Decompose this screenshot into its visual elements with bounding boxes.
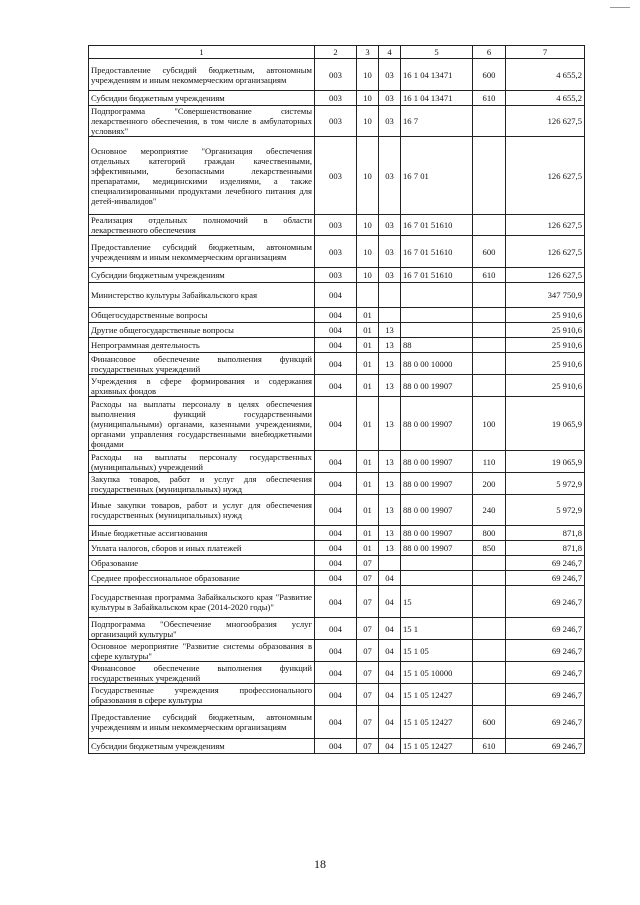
row-amount: 25 910,6	[506, 353, 585, 375]
row-admin-code: 004	[315, 353, 357, 375]
row-section: 01	[357, 308, 379, 323]
row-amount: 25 910,6	[506, 308, 585, 323]
row-amount: 4 655,2	[506, 91, 585, 106]
row-subsection: 04	[379, 662, 401, 684]
row-expense-type	[473, 662, 506, 684]
row-amount: 69 246,7	[506, 640, 585, 662]
row-target-article: 16 1 04 13471	[401, 59, 473, 91]
row-subsection: 13	[379, 541, 401, 556]
row-amount: 19 065,9	[506, 397, 585, 451]
header-col-5: 5	[401, 46, 473, 59]
row-expense-type	[473, 618, 506, 640]
row-subsection: 13	[379, 338, 401, 353]
row-admin-code: 004	[315, 495, 357, 526]
row-name: Уплата налогов, сборов и иных платежей	[89, 541, 315, 556]
row-section: 01	[357, 353, 379, 375]
row-subsection: 04	[379, 571, 401, 586]
row-subsection: 03	[379, 268, 401, 283]
row-expense-type	[473, 215, 506, 236]
row-admin-code: 004	[315, 586, 357, 618]
row-subsection	[379, 308, 401, 323]
row-target-article	[401, 556, 473, 571]
row-admin-code: 003	[315, 137, 357, 215]
table-row	[89, 640, 585, 662]
row-subsection: 03	[379, 59, 401, 91]
row-amount: 347 750,9	[506, 283, 585, 308]
row-name: Учреждения в сфере формирования и содержания архивных фондов	[89, 375, 315, 397]
row-subsection: 03	[379, 137, 401, 215]
row-admin-code: 004	[315, 662, 357, 684]
row-admin-code: 003	[315, 106, 357, 137]
row-target-article: 16 7 01 51610	[401, 236, 473, 268]
row-admin-code: 004	[315, 739, 357, 754]
row-admin-code: 004	[315, 618, 357, 640]
row-amount: 69 246,7	[506, 571, 585, 586]
row-subsection	[379, 556, 401, 571]
row-admin-code: 004	[315, 308, 357, 323]
table-row	[89, 684, 585, 706]
page-corner-line	[610, 7, 630, 8]
row-expense-type: 610	[473, 91, 506, 106]
row-expense-type: 100	[473, 397, 506, 451]
row-amount: 871,8	[506, 541, 585, 556]
row-amount: 126 627,5	[506, 268, 585, 283]
row-target-article: 88 0 00 19907	[401, 541, 473, 556]
table-row	[89, 556, 585, 571]
row-expense-type	[473, 308, 506, 323]
row-section: 10	[357, 106, 379, 137]
row-name: Субсидии бюджетным учреждениям	[89, 268, 315, 283]
row-target-article: 88 0 00 19907	[401, 473, 473, 495]
row-admin-code: 004	[315, 283, 357, 308]
row-section: 07	[357, 586, 379, 618]
row-name: Субсидии бюджетным учреждениям	[89, 739, 315, 754]
row-expense-type: 600	[473, 59, 506, 91]
row-amount: 69 246,7	[506, 684, 585, 706]
row-subsection: 13	[379, 495, 401, 526]
row-target-article: 16 7	[401, 106, 473, 137]
header-col-3: 3	[357, 46, 379, 59]
row-target-article: 16 1 04 13471	[401, 91, 473, 106]
row-section: 07	[357, 739, 379, 754]
row-amount: 25 910,6	[506, 323, 585, 338]
row-name: Государственные учреждения профессионального образования в сфере культуры	[89, 684, 315, 706]
row-amount: 5 972,9	[506, 473, 585, 495]
row-amount: 5 972,9	[506, 495, 585, 526]
row-section: 10	[357, 59, 379, 91]
row-subsection	[379, 283, 401, 308]
row-amount: 69 246,7	[506, 739, 585, 754]
row-section: 07	[357, 618, 379, 640]
row-admin-code: 003	[315, 91, 357, 106]
row-target-article: 88 0 00 19907	[401, 495, 473, 526]
row-admin-code: 003	[315, 268, 357, 283]
row-section: 10	[357, 91, 379, 106]
row-name: Министерство культуры Забайкальского края	[89, 283, 315, 308]
row-admin-code: 004	[315, 526, 357, 541]
row-subsection: 03	[379, 236, 401, 268]
row-admin-code: 004	[315, 706, 357, 739]
row-section: 10	[357, 236, 379, 268]
table-row	[89, 473, 585, 495]
row-name: Среднее профессиональное образование	[89, 571, 315, 586]
row-name: Иные бюджетные ассигнования	[89, 526, 315, 541]
row-name: Предоставление субсидий бюджетным, автономным учреждениям и иным некоммерческим организациям	[89, 59, 315, 91]
row-section: 10	[357, 268, 379, 283]
table-row	[89, 338, 585, 353]
row-amount: 69 246,7	[506, 618, 585, 640]
row-amount: 69 246,7	[506, 586, 585, 618]
row-target-article: 15 1	[401, 618, 473, 640]
row-amount: 4 655,2	[506, 59, 585, 91]
row-expense-type: 600	[473, 236, 506, 268]
row-target-article: 15 1 05 12427	[401, 706, 473, 739]
table-row	[89, 662, 585, 684]
table-row	[89, 308, 585, 323]
row-name: Общегосударственные вопросы	[89, 308, 315, 323]
row-expense-type	[473, 338, 506, 353]
row-amount: 69 246,7	[506, 662, 585, 684]
row-subsection: 04	[379, 618, 401, 640]
row-admin-code: 003	[315, 215, 357, 236]
row-subsection: 13	[379, 526, 401, 541]
row-target-article	[401, 323, 473, 338]
table-row	[89, 137, 585, 215]
row-expense-type: 240	[473, 495, 506, 526]
table-body	[89, 59, 585, 754]
table-row	[89, 586, 585, 618]
row-expense-type	[473, 571, 506, 586]
row-name: Закупка товаров, работ и услуг для обеспечения государственных (муниципальных) нужд	[89, 473, 315, 495]
row-section: 01	[357, 375, 379, 397]
row-name: Подпрограмма "Совершенствование системы лекарственного обеспечения, в том числе в амбулаторных условиях"	[89, 106, 315, 137]
header-col-6: 6	[473, 46, 506, 59]
row-section	[357, 283, 379, 308]
table-row	[89, 215, 585, 236]
row-admin-code: 004	[315, 338, 357, 353]
row-expense-type	[473, 684, 506, 706]
row-amount: 126 627,5	[506, 215, 585, 236]
table-row	[89, 571, 585, 586]
row-subsection: 03	[379, 215, 401, 236]
row-admin-code: 004	[315, 684, 357, 706]
table-row	[89, 106, 585, 137]
header-col-7: 7	[506, 46, 585, 59]
table-row	[89, 495, 585, 526]
row-admin-code: 004	[315, 640, 357, 662]
row-admin-code: 004	[315, 375, 357, 397]
row-section: 07	[357, 706, 379, 739]
header-row	[89, 46, 585, 59]
row-section: 07	[357, 571, 379, 586]
row-target-article: 88 0 00 19907	[401, 375, 473, 397]
table-row	[89, 397, 585, 451]
row-expense-type	[473, 353, 506, 375]
row-name: Финансовое обеспечение выполнения функций государственных учреждений	[89, 662, 315, 684]
row-section: 01	[357, 473, 379, 495]
row-expense-type: 850	[473, 541, 506, 556]
row-target-article: 16 7 01 51610	[401, 268, 473, 283]
row-section: 01	[357, 495, 379, 526]
row-name: Государственная программа Забайкальского края "Развитие культуры в Забайкальском крае (2014-2020 годы)"	[89, 586, 315, 618]
row-expense-type	[473, 137, 506, 215]
row-amount: 126 627,5	[506, 106, 585, 137]
table-row	[89, 59, 585, 91]
table-row	[89, 268, 585, 283]
row-target-article: 16 7 01	[401, 137, 473, 215]
row-target-article	[401, 283, 473, 308]
row-target-article: 16 7 01 51610	[401, 215, 473, 236]
row-subsection: 04	[379, 739, 401, 754]
row-target-article: 88 0 00 10000	[401, 353, 473, 375]
row-target-article: 15 1 05	[401, 640, 473, 662]
row-name: Иные закупки товаров, работ и услуг для обеспечения государственных (муниципальных) нужд	[89, 495, 315, 526]
row-section: 07	[357, 684, 379, 706]
row-name: Субсидии бюджетным учреждениям	[89, 91, 315, 106]
row-expense-type: 800	[473, 526, 506, 541]
row-section: 01	[357, 451, 379, 473]
row-section: 01	[357, 526, 379, 541]
row-expense-type	[473, 640, 506, 662]
row-admin-code: 004	[315, 541, 357, 556]
header-col-1: 1	[89, 46, 315, 59]
row-admin-code: 004	[315, 556, 357, 571]
row-admin-code: 003	[315, 236, 357, 268]
row-expense-type: 610	[473, 739, 506, 754]
row-name: Предоставление субсидий бюджетным, автономным учреждениям и иным некоммерческим организациям	[89, 236, 315, 268]
row-subsection: 13	[379, 397, 401, 451]
table-row	[89, 353, 585, 375]
row-name: Основное мероприятие "Организация обеспечения отдельных категорий граждан качественными, эффективными, безопасными лекарственными препаратами, медицинскими изделиями, а также специализированными продуктами лечебного питания для детей-инвалидов"	[89, 137, 315, 215]
row-admin-code: 004	[315, 397, 357, 451]
row-subsection: 13	[379, 353, 401, 375]
row-subsection: 04	[379, 706, 401, 739]
row-expense-type	[473, 323, 506, 338]
row-subsection: 03	[379, 106, 401, 137]
row-section: 10	[357, 215, 379, 236]
row-expense-type	[473, 586, 506, 618]
table-row	[89, 739, 585, 754]
row-subsection: 13	[379, 323, 401, 338]
row-subsection: 04	[379, 640, 401, 662]
row-amount: 69 246,7	[506, 706, 585, 739]
row-name: Предоставление субсидий бюджетным, автономным учреждениям и иным некоммерческим организациям	[89, 706, 315, 739]
row-target-article: 15	[401, 586, 473, 618]
row-section: 01	[357, 323, 379, 338]
row-subsection: 03	[379, 91, 401, 106]
row-amount: 25 910,6	[506, 375, 585, 397]
budget-table	[88, 45, 585, 754]
row-expense-type: 610	[473, 268, 506, 283]
row-subsection: 13	[379, 473, 401, 495]
row-amount: 126 627,5	[506, 236, 585, 268]
row-subsection: 13	[379, 451, 401, 473]
row-expense-type	[473, 375, 506, 397]
row-subsection: 13	[379, 375, 401, 397]
row-section: 07	[357, 640, 379, 662]
row-expense-type: 200	[473, 473, 506, 495]
row-target-article: 15 1 05 12427	[401, 684, 473, 706]
row-target-article: 88 0 00 19907	[401, 451, 473, 473]
header-col-2: 2	[315, 46, 357, 59]
row-amount: 871,8	[506, 526, 585, 541]
row-name: Непрограммная деятельность	[89, 338, 315, 353]
row-name: Другие общегосударственные вопросы	[89, 323, 315, 338]
row-target-article	[401, 571, 473, 586]
row-target-article: 15 1 05 10000	[401, 662, 473, 684]
row-expense-type	[473, 556, 506, 571]
row-target-article: 88	[401, 338, 473, 353]
row-section: 01	[357, 541, 379, 556]
row-admin-code: 003	[315, 59, 357, 91]
row-name: Расходы на выплаты персоналу в целях обеспечения выполнения функций государственными (муниципальными) органами, казенными учреждениями, органами управления государственными внебюджетными фондами	[89, 397, 315, 451]
table-row	[89, 323, 585, 338]
row-amount: 19 065,9	[506, 451, 585, 473]
row-expense-type: 110	[473, 451, 506, 473]
row-target-article: 15 1 05 12427	[401, 739, 473, 754]
table-row	[89, 451, 585, 473]
table-row	[89, 706, 585, 739]
row-name: Основное мероприятие "Развитие системы образования в сфере культуры"	[89, 640, 315, 662]
row-amount: 25 910,6	[506, 338, 585, 353]
header-col-4: 4	[379, 46, 401, 59]
row-name: Подпрограмма "Обеспечение многообразия услуг организаций культуры"	[89, 618, 315, 640]
table-row	[89, 526, 585, 541]
row-section: 01	[357, 338, 379, 353]
row-section: 07	[357, 662, 379, 684]
row-section: 07	[357, 556, 379, 571]
row-expense-type	[473, 283, 506, 308]
table-row	[89, 375, 585, 397]
row-name: Финансовое обеспечение выполнения функций государственных учреждений	[89, 353, 315, 375]
row-amount: 126 627,5	[506, 137, 585, 215]
row-expense-type: 600	[473, 706, 506, 739]
row-name: Реализация отдельных полномочий в области лекарственного обеспечения	[89, 215, 315, 236]
row-subsection: 04	[379, 586, 401, 618]
table-row	[89, 236, 585, 268]
row-expense-type	[473, 106, 506, 137]
table-row	[89, 91, 585, 106]
row-section: 10	[357, 137, 379, 215]
row-target-article: 88 0 00 19907	[401, 526, 473, 541]
row-target-article	[401, 308, 473, 323]
row-admin-code: 004	[315, 571, 357, 586]
row-admin-code: 004	[315, 473, 357, 495]
row-admin-code: 004	[315, 323, 357, 338]
row-name: Образование	[89, 556, 315, 571]
row-name: Расходы на выплаты персоналу государственных (муниципальных) учреждений	[89, 451, 315, 473]
row-amount: 69 246,7	[506, 556, 585, 571]
table-row	[89, 618, 585, 640]
table-row	[89, 541, 585, 556]
row-admin-code: 004	[315, 451, 357, 473]
row-target-article: 88 0 00 19907	[401, 397, 473, 451]
row-section: 01	[357, 397, 379, 451]
row-subsection: 04	[379, 684, 401, 706]
page-number: 18	[314, 857, 326, 871]
table-row	[89, 283, 585, 308]
